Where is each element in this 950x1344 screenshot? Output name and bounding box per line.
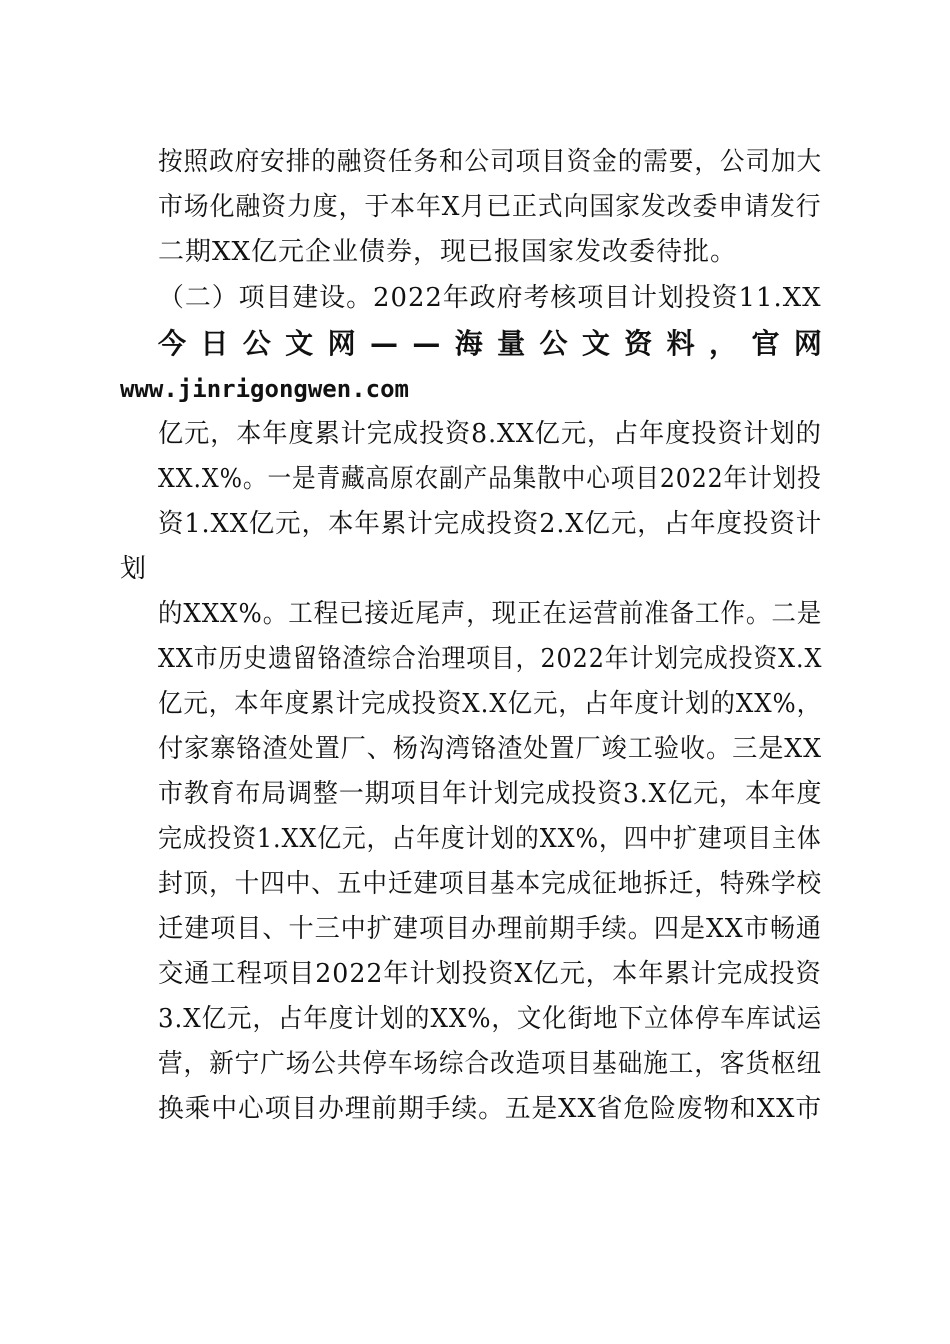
paragraph-line: 付家寨铬渣处置厂、杨沟湾铬渣处置厂竣工验收。三是XX — [158, 734, 823, 764]
paragraph-line: 换乘中心项目办理前期手续。五是XX省危险废物和XX市 — [158, 1094, 823, 1124]
banner-char: 网 — [793, 327, 822, 360]
paragraph-line: 资1.XX亿元，本年累计完成投资2.X亿元，占年度投资计 — [158, 509, 823, 539]
banner-char: 量 — [497, 327, 526, 360]
watermark-url: www.jinrigongwen.com — [120, 375, 409, 403]
banner-char: 文 — [581, 327, 610, 360]
banner-char: 公 — [242, 327, 271, 360]
paragraph-line: XX.X%。一是青藏高原农副产品集散中心项目2022年计划投 — [158, 464, 822, 494]
section-heading-line: （二）项目建设。2022年政府考核项目计划投资11.XX — [158, 283, 822, 313]
banner-char: 官 — [751, 327, 780, 360]
paragraph-line: 二期XX亿元企业债券，现已报国家发改委待批。 — [158, 237, 738, 267]
paragraph-line: XX市历史遗留铬渣综合治理项目，2022年计划完成投资X.X — [158, 644, 823, 674]
paragraph-line: 完成投资1.XX亿元，占年度计划的XX%，四中扩建项目主体 — [158, 824, 822, 854]
paragraph-line: 营，新宁广场公共停车场综合改造项目基础施工，客货枢纽 — [158, 1049, 823, 1079]
paragraph-line: 的XXX%。工程已接近尾声，现正在运营前准备工作。二是 — [158, 599, 823, 629]
banner-char: 料 — [666, 327, 695, 360]
paragraph-line: 市场化融资力度，于本年X月已正式向国家发改委申请发行 — [158, 192, 822, 222]
paragraph-line: 市教育布局调整一期项目年计划完成投资3.X亿元，本年度 — [158, 779, 823, 809]
banner-char: 资 — [624, 327, 653, 360]
paragraph-line: 亿元，本年度累计完成投资8.XX亿元，占年度投资计划的 — [158, 419, 822, 449]
banner-char: 今 — [158, 327, 187, 360]
banner-char: 文 — [285, 327, 314, 360]
banner-char: ， — [709, 327, 738, 360]
paragraph-line: 按照政府安排的融资任务和公司项目资金的需要，公司加大 — [158, 147, 823, 177]
paragraph-line: 亿元，本年度累计完成投资X.X亿元，占年度计划的XX%， — [158, 689, 823, 719]
orphan-char: 划 — [120, 554, 147, 584]
paragraph-line: 迁建项目、十三中扩建项目办理前期手续。四是XX市畅通 — [158, 914, 823, 944]
banner-char: 公 — [539, 327, 568, 360]
banner-char: — — [369, 327, 398, 360]
banner-char: 网 — [327, 327, 356, 360]
banner-char: — — [412, 327, 441, 360]
watermark-banner — [158, 326, 822, 362]
paragraph-line: 3.X亿元，占年度计划的XX%，文化街地下立体停车库试运 — [158, 1004, 823, 1034]
paragraph-line: 交通工程项目2022年计划投资X亿元，本年累计完成投资 — [158, 959, 822, 989]
banner-char: 日 — [200, 327, 229, 360]
banner-char: 海 — [454, 327, 483, 360]
paragraph-line: 封顶，十四中、五中迁建项目基本完成征地拆迁，特殊学校 — [158, 869, 823, 899]
